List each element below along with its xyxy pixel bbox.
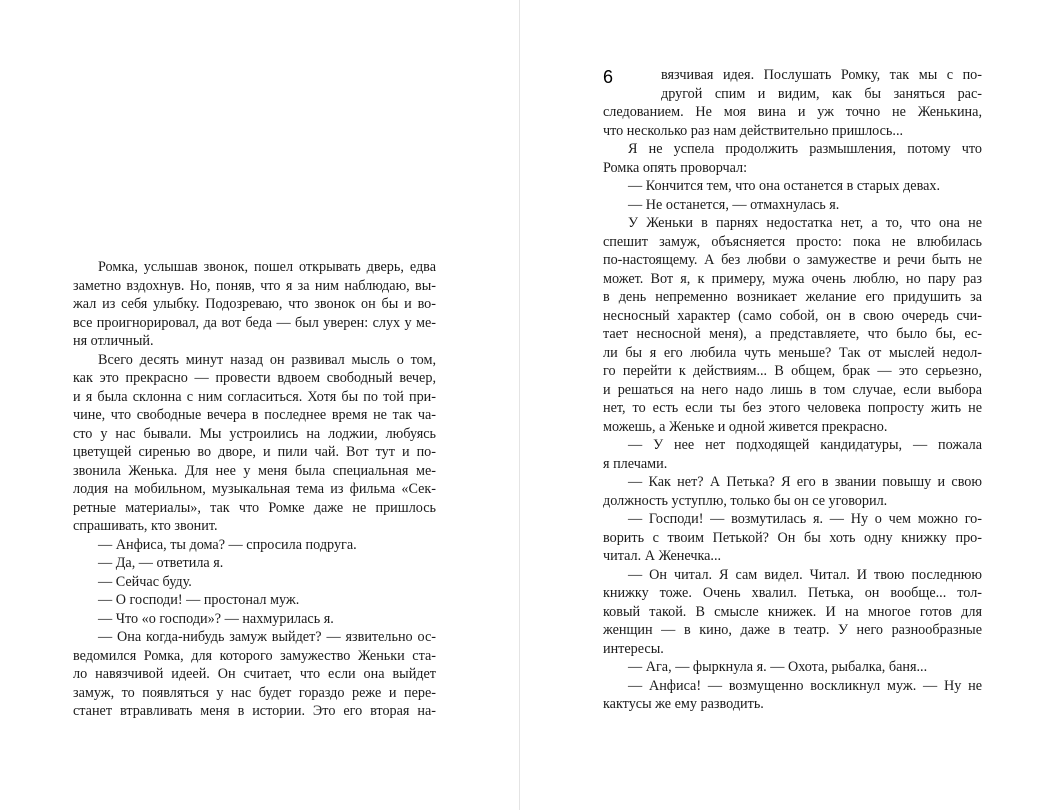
text-line: все проигнорировал, да вот беда — был уверен: слух у ме- bbox=[73, 314, 436, 331]
text-line: спрашивать, кто звонит. bbox=[73, 518, 218, 534]
text-line: — Господи! — возмутилась я. — Ну о чем можно го- bbox=[628, 511, 982, 527]
text-line: станет втравливать меня в истории. Это его вторая на- bbox=[73, 703, 436, 719]
text-line: как это прекрасно — провести вдвоем свободный вечер, bbox=[73, 370, 436, 386]
text-line: — О господи! — простонал муж. bbox=[98, 592, 300, 608]
text-line: — Да, — ответила я. bbox=[98, 555, 224, 571]
text-line: Ромка опять проворчал: bbox=[603, 159, 748, 176]
text-line: вязчивая идея. Послушать Ромку, так мы с по- bbox=[661, 67, 982, 83]
text-line: Ромка, услышав звонок, пошел открывать дверь, едва bbox=[98, 259, 436, 275]
text-line: — Он читал. Я сам видел. Читал. И твою последнюю bbox=[628, 566, 982, 583]
text-line: и я была склонна с ним согласиться. Хотя бы по той при- bbox=[73, 388, 436, 405]
text-line: го перейти к действиям... В общем, брак — это серьезно, bbox=[603, 363, 982, 379]
text-line: — Анфиса, ты дома? — спросила подруга. bbox=[98, 536, 357, 553]
text-line: должность уступлю, только бы он се уговорил. bbox=[603, 492, 888, 509]
text-line: чине, что свободные вечера в последнее время не так ча- bbox=[73, 407, 436, 423]
text-line: нет, то есть если ты без этого человека попросту жить не bbox=[603, 400, 982, 416]
text-line: ведомился Ромка, для которого замужество Женьки ста- bbox=[73, 647, 436, 664]
text-line: замуж, то появляться у нас будет гораздо реже и пере- bbox=[73, 684, 436, 701]
page-gutter bbox=[519, 0, 520, 810]
text-line: — Что «о господи»? — нахмурилась я. bbox=[98, 610, 334, 627]
text-line: — У нее нет подходящей кандидатуры, — пожала bbox=[628, 437, 982, 453]
text-line: что несколько раз нам действительно пришлось... bbox=[603, 122, 904, 139]
text-line: — Кончится тем, что она останется в старых девах. bbox=[628, 178, 941, 194]
text-line: У Женьки в парнях недостатка нет, а то, что она не bbox=[628, 215, 982, 231]
text-line: сто у нас бывали. Мы устроились на лоджии, любуясь bbox=[73, 425, 436, 442]
text-line: Всего десять минут назад он развивал мысль о том, bbox=[98, 351, 436, 368]
text-line: — Не останется, — отмахнулась я. bbox=[628, 196, 840, 213]
text-line: ворить с твоим Петькой? Он бы хоть одну книжку про- bbox=[603, 529, 982, 546]
text-line: читал. А Женечка... bbox=[603, 548, 722, 564]
right-page bbox=[603, 66, 982, 714]
text-line: — Анфиса! — возмущенно воскликнул муж. — Ну не bbox=[628, 677, 982, 694]
text-line: — Ага, — фыркнула я. — Охота, рыбалка, баня... bbox=[628, 659, 928, 675]
text-line: по-настоящему. А без любви о замужестве и речи быть не bbox=[603, 252, 982, 268]
text-line: женщин — в кино, даже в театр. У него разнообразные bbox=[603, 622, 982, 638]
text-line: — Сейчас буду. bbox=[98, 573, 192, 590]
left-page bbox=[73, 258, 436, 721]
text-line: интересы. bbox=[603, 640, 664, 657]
text-line: и решаться на него надо лишь в том случае, если выбора bbox=[603, 381, 982, 398]
text-line: Я не успела продолжить размышления, потому что bbox=[628, 141, 982, 157]
text-line: — Как нет? А Петька? Я его в звании повышу и свою bbox=[628, 474, 982, 490]
text-line: ло навязчивой идеей. Он считает, что если она выйдет bbox=[73, 666, 436, 682]
text-line: несносный характер (само собой, он в свою очередь счи- bbox=[603, 307, 982, 324]
text-line: другой спим и видим, как бы заняться рас- bbox=[661, 85, 982, 102]
text-line: — Она когда-нибудь замуж выйдет? — язвительно ос- bbox=[98, 629, 436, 645]
text-line: ня отличный. bbox=[73, 333, 154, 349]
text-line: следованием. Не моя вина и уж точно не Женькина, bbox=[603, 104, 982, 120]
text-line: книжку тоже. Очень хвалил. Петька, он вообще... тол- bbox=[603, 585, 982, 601]
text-line: в день непременно возникает желание его придушить за bbox=[603, 289, 982, 305]
text-line: может. Вот я, к примеру, мужа очень люблю, но пару раз bbox=[603, 270, 982, 287]
text-line: кактусы же ему разводить. bbox=[603, 696, 764, 712]
text-line: можешь, а Женьке и одной живется прекрасно. bbox=[603, 418, 888, 435]
text-line: ли бы я его любила чуть меньше? Так от мыслей недол- bbox=[603, 344, 982, 361]
text-line: тает несносной меня), а представляете, что было бы, ес- bbox=[603, 326, 982, 342]
text-line: цветущей сиренью во дворе, и пили чай. Вот тут и по- bbox=[73, 444, 436, 460]
text-line: жал из себя улыбку. Подозреваю, что звонок он бы и во- bbox=[73, 296, 436, 312]
text-line: ретные материалы», так что Ромке даже не пришлось bbox=[73, 499, 436, 516]
text-line: звонила Женька. Для нее у меня была специальная ме- bbox=[73, 462, 436, 479]
text-line: я плечами. bbox=[603, 455, 668, 472]
text-line: лодия на мобильном, музыкальная тема из фильма «Сек- bbox=[73, 481, 436, 497]
text-line: заметно вздохнув. Но, поняв, что я за ним наблюдаю, вы- bbox=[73, 277, 436, 294]
text-line: спешит замуж, объясняется просто: пока не влюбилась bbox=[603, 233, 982, 250]
text-line: ковый такой. В смысле книжек. И на многое готов для bbox=[603, 603, 982, 620]
page-number: 6 bbox=[603, 67, 614, 87]
